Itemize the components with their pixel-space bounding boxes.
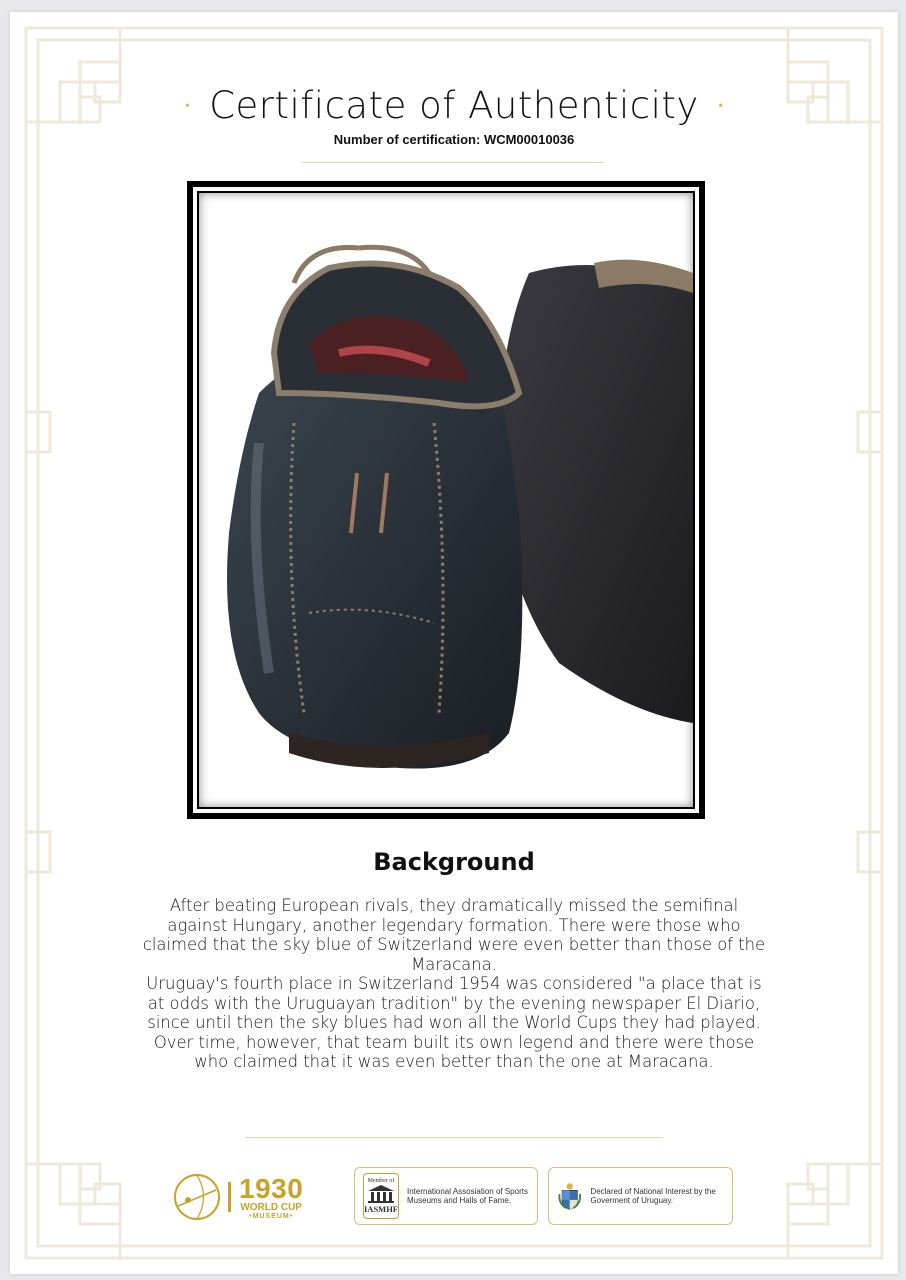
iasmhf-acronym: IASMHF [364,1204,398,1214]
museum-line1: WORLD CUP [240,1201,302,1213]
certificate-sheet [10,12,898,1274]
divider [302,162,604,163]
certification-label: Number of certification: WCM00010036 [333,132,575,147]
uruguay-coat-of-arms-icon [557,1173,582,1219]
shoe-photo [199,193,693,807]
iasmhf-badge [354,1167,538,1225]
divider [245,1137,663,1138]
football-icon [170,1170,224,1224]
museum-building-icon [366,1184,396,1204]
shoe-illustration [199,193,693,807]
museum-logo [170,1170,330,1224]
national-interest-description: Declared of National Interest by the Goverment of Uruguay. [590,1186,716,1205]
iasmhf-member-label: Member of [367,1178,395,1184]
background-text [140,896,768,1072]
museum-line2: •MUSEUM• [249,1212,294,1220]
star-icon: ⋆ [183,98,192,112]
museum-year: 1930 [239,1172,304,1204]
iasmhf-description: International Assosiation of Sports Museums and Halls of Fame. [407,1186,528,1205]
background-heading: Background [373,848,535,876]
background-paragraph-2: Uruguay's fourth place in Switzerland 1954 was considered "a place that is at odds with the Uruguayan tradition" by the evening newspaper El Diario, since until then the sky blues had won all the World Cups they had played. Over time, however, that team built its own legend and there were those who claimed that it was even better than the one at Maracana. [146,974,762,1071]
star-icon: ⋆ [716,98,725,112]
certification-number [10,132,898,147]
title-row [10,78,898,132]
iasmhf-logo [363,1173,399,1219]
photo-frame [187,181,705,819]
logo-separator [228,1182,231,1212]
national-interest-badge [548,1167,733,1225]
page-title: Certificate of Authenticity [209,83,699,127]
background-paragraph-1: After beating European rivals, they dramatically missed the semifinal against Hungary, another legendary formation. There were those who claimed that the sky blue of Switzerland were even better than those of the Maracana. [142,896,766,974]
